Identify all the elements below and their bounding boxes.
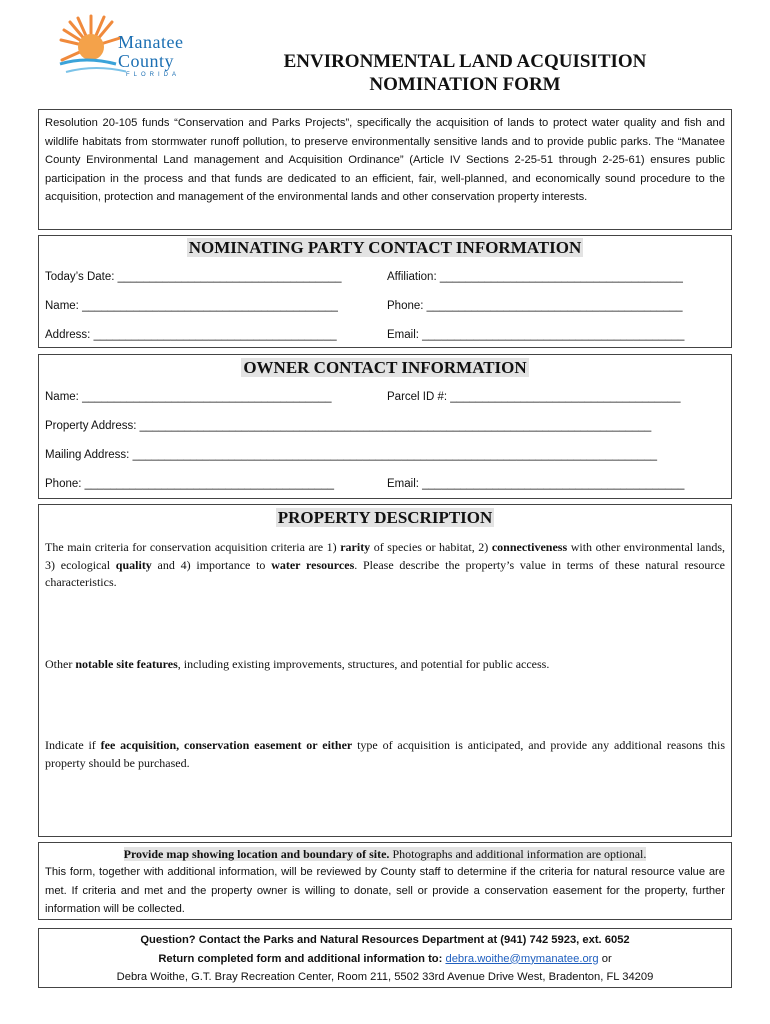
question-contact-line: Question? Contact the Parks and Natural Resources Department at (941) 742 5923, ext. 6052	[140, 934, 630, 946]
form-title-line2: NOMINATION FORM	[369, 74, 561, 95]
property-heading: PROPERTY DESCRIPTION	[277, 508, 493, 527]
criteria-response-area[interactable]	[45, 593, 725, 653]
owner-phone-field[interactable]: Phone: _______________________________________	[45, 478, 335, 490]
sun-icon	[56, 12, 126, 82]
review-text: This form, together with additional information, will be reviewed by County staff to determine if the criteria for natural resource value are met. If criteria and met and the property owner is willing to donate, sell or provide a conservation easement for the property, further information will be collected.	[45, 866, 725, 916]
site-features-response-area[interactable]	[45, 677, 725, 732]
acquisition-response-area[interactable]	[45, 777, 725, 832]
owner-name-field[interactable]: Name: _______________________________________	[45, 391, 332, 403]
contact-section	[38, 928, 732, 988]
logo-text-florida: FLORIDA	[126, 72, 181, 78]
property-description-section	[38, 504, 732, 837]
logo-text-county: County	[118, 51, 175, 71]
intro-paragraph-box	[38, 109, 732, 230]
owner-email-field[interactable]: Email: _________________________________________	[387, 478, 685, 490]
nominator-email-field[interactable]: Email: _________________________________________	[387, 329, 685, 341]
return-form-line: Return completed form and additional information to: debra.woithe@mymanatee.org or	[158, 952, 612, 965]
nominator-name-field[interactable]: Name: ________________________________________	[45, 300, 338, 312]
affiliation-field[interactable]: Affiliation: ______________________________________	[387, 271, 683, 283]
nominator-phone-field[interactable]: Phone: ________________________________________	[387, 300, 683, 312]
mailing-location-line: Debra Woithe, G.T. Bray Recreation Center, Room 211, 5502 33rd Avenue Drive West, Bradenton, FL 34209	[116, 971, 654, 984]
nominator-address-field[interactable]: Address: ______________________________________	[45, 329, 337, 341]
logo-text-manatee: Manatee	[118, 32, 184, 52]
map-instructions-section	[38, 842, 732, 920]
owner-contact-section	[38, 354, 732, 499]
property-address-field[interactable]: Property Address: ________________________________________________________________________________	[45, 420, 652, 432]
contact-email-link[interactable]: debra.woithe@mymanatee.org	[445, 952, 599, 965]
mailing-address-field[interactable]: Mailing Address: __________________________________________________________________________________	[45, 449, 658, 461]
criteria-paragraph: The main criteria for conservation acquisition criteria are 1) rarity of species or habitat, 2) connectiveness with other environmental lands, 3) ecological quality and 4) importance to water resources. Please describe the property’s value in terms of these natural resource characteristics.	[45, 540, 726, 589]
form-title	[250, 50, 680, 96]
todays-date-field[interactable]: Today’s Date: ___________________________________	[45, 271, 342, 283]
site-features-paragraph: Other notable site features, including existing improvements, structures, and potential for public access.	[45, 657, 550, 671]
parcel-id-field[interactable]: Parcel ID #: ____________________________________	[387, 391, 681, 403]
owner-heading: OWNER CONTACT INFORMATION	[243, 358, 527, 377]
acquisition-type-paragraph: Indicate if fee acquisition, conservation easement or either type of acquisition is anticipated, and provide any additional reasons this property should be purchased.	[45, 738, 725, 770]
nominating-heading: NOMINATING PARTY CONTACT INFORMATION	[188, 238, 582, 257]
nominating-party-section	[38, 235, 732, 348]
intro-text: Resolution 20-105 funds “Conservation and Parks Projects”, specifically the acquisition of lands to protect water quality and fish and wildlife habitats from stormwater runoff pollution, to preserve environmentally sensitive lands and to provide public parks. The “Manatee County Environmental Land management and Acquisition Ordinance” (Article IV Sections 2-25-51 through 2-25-61) ensures public participation in the process and that funds are dedicated to an efficient, fair, well-planned, and economically sound procedure to the acquisition, protection and management of the environmental lands and other conservation property interests.	[45, 117, 725, 204]
map-instruction-line: Provide map showing location and boundary of site. Photographs and additional information are optional.	[123, 847, 647, 861]
form-title-line1: ENVIRONMENTAL LAND ACQUISITION	[283, 51, 647, 72]
manatee-county-logo	[56, 12, 206, 82]
